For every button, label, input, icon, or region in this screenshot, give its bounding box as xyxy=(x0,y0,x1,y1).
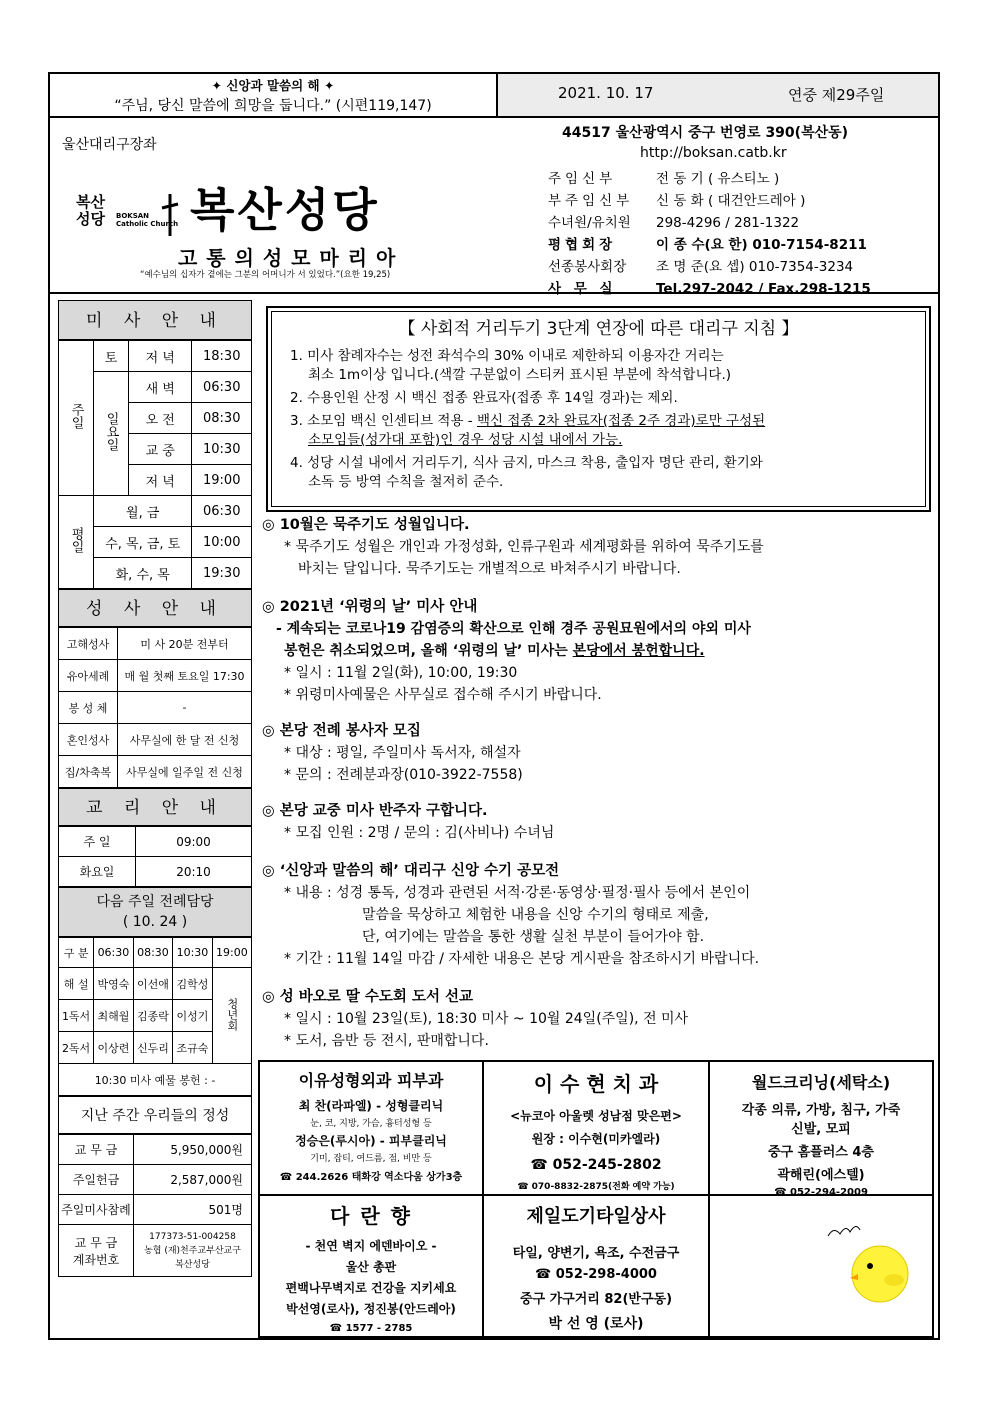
weekday-day: 수, 목, 금, 토 xyxy=(94,527,192,558)
youth-cell xyxy=(212,968,251,1064)
catechism-key: 주 일 xyxy=(59,827,136,857)
logo-small xyxy=(76,194,105,228)
announcement-book-mission xyxy=(262,986,932,1052)
announcement-line: 바치는 달입니다. 묵주기도는 개별적으로 바쳐주시기 바랍니다. xyxy=(298,561,681,577)
liturgy-person: 신두리 xyxy=(133,1032,173,1064)
ad-phone: ☎ 1577 - 2785 xyxy=(329,1323,413,1334)
weekday-day: 월, 금 xyxy=(94,496,192,527)
liturgy-role: 해 설 xyxy=(59,968,94,1000)
announcement-line: * 대상 : 평일, 주일미사 독서자, 해설자 xyxy=(284,745,521,761)
catechism-table xyxy=(58,826,252,887)
patron-quote: “예수님의 십자가 곁에는 그분의 어머니가 서 있었다.”(요한 19,25) xyxy=(140,270,391,280)
announcement-liturgy-volunteers xyxy=(262,720,932,786)
liturgy-person: 조규숙 xyxy=(173,1032,213,1064)
sacrament-value: 사무실에 일주일 전 신청 xyxy=(118,756,252,788)
weekday-time: 10:00 xyxy=(192,527,252,558)
logo-english-line1: BOKSAN xyxy=(116,212,150,220)
ad-phone: ☎ 052-298-4000 xyxy=(535,1267,657,1282)
theme-verse: “주님, 당신 말씀에 희망을 둡니다.” (시편119,147) xyxy=(114,98,432,114)
sat-day: 토 xyxy=(94,341,129,372)
liturgy-person: 이선애 xyxy=(133,968,173,1000)
account-value xyxy=(134,1225,252,1277)
info-key: 주임신부 xyxy=(548,171,617,187)
notice-item-3c: 소모임들(성가대 포함)인 경우 성당 시설 내에서 가능. xyxy=(308,432,623,448)
catechism-title: 교 리 안 내 xyxy=(58,788,252,826)
liturgy-role: 2독서 xyxy=(59,1032,94,1064)
ad-wallpaper xyxy=(259,1195,483,1337)
sacrament-title: 성 사 안 내 xyxy=(58,589,252,627)
ad-line: - 천연 벽지 에덴바이오 - xyxy=(305,1239,437,1253)
liturgy-person: 박영숙 xyxy=(94,968,134,1000)
ad-phone: ☎ 052-294-2009 xyxy=(774,1187,868,1195)
announcement-line: * 기간 : 11월 14일 마감 / 자세한 내용은 본당 게시판을 참조하시기 바랍니다. xyxy=(284,951,760,967)
info-value: 조 명 준(요 셉) 010-7354-3234 xyxy=(656,259,854,275)
liturgy-table xyxy=(58,937,252,1096)
weekday-day: 화, 수, 목 xyxy=(94,558,192,589)
info-value: Tel.297-2042 / Fax.298-1215 xyxy=(656,281,871,297)
notice-item-3b: 백신 접종 2차 완료자(접종 2주 경과)로만 구성된 xyxy=(476,413,766,429)
weekday-time: 06:30 xyxy=(192,496,252,527)
ad-title: 이 수 현 치 과 xyxy=(533,1072,659,1096)
announcement-all-souls xyxy=(262,596,932,706)
info-key: 사 무 실 xyxy=(548,281,617,297)
announcement-line: * 일시 : 10월 23일(토), 18:30 미사 ~ 10월 24일(주일), 전 미사 xyxy=(284,1011,689,1027)
offering-key: 주일헌금 xyxy=(59,1165,134,1195)
sat-time: 18:30 xyxy=(192,341,252,372)
sacrament-key: 혼인성사 xyxy=(59,724,118,756)
chick-illustration-box xyxy=(709,1195,933,1337)
logo-small-line2: 성당 xyxy=(76,210,105,228)
parish-name: 복산성당 xyxy=(190,183,380,237)
catechism-value: 09:00 xyxy=(136,827,252,857)
notice-box xyxy=(266,306,931,512)
ad-line: 최 찬(라파엘) - 성형클리닉 xyxy=(298,1099,444,1113)
liturgy-person: 이성기 xyxy=(173,1000,213,1032)
info-row-funeral xyxy=(548,255,928,275)
liturgy-head: 구 분 xyxy=(59,938,94,968)
year-theme: ✦ 신앙과 말씀의 해 ✦ xyxy=(211,78,335,93)
sacrament-value: 매 월 첫째 토요일 17:30 xyxy=(118,660,252,692)
announcement-heading: ◎ 본당 교중 미사 반주자 구합니다. xyxy=(262,803,488,819)
mass-title: 미 사 안 내 xyxy=(58,300,252,340)
liturgy-head: 08:30 xyxy=(133,938,173,968)
notice-item-4a: 4. 성당 시설 내에서 거리두기, 식사 금지, 마스크 착용, 출입자 명단 관리, 환기와 xyxy=(290,455,763,471)
info-value: 이 종 수(요 한) 010-7154-8211 xyxy=(656,237,867,253)
sacrament-value: - xyxy=(118,692,252,724)
cross-icon xyxy=(158,192,180,238)
info-key: 평협회장 xyxy=(548,237,617,253)
sun-mass-time: 06:30 xyxy=(192,372,252,403)
ad-line: 기미, 잡티, 여드름, 점, 비만 등 xyxy=(310,1154,432,1164)
motto-box xyxy=(50,74,498,116)
ad-line: 중구 홈플러스 4층 xyxy=(767,1145,874,1160)
ad-phone: ☎ 070-8832-2875(전화 예약 가능) xyxy=(517,1182,675,1192)
ad-line: 눈, 코, 지방, 가슴, 흉터성형 등 xyxy=(310,1119,432,1129)
youth-label: 청년회 xyxy=(225,997,239,1031)
ad-line: 타일, 양변기, 욕조, 수전금구 xyxy=(512,1246,680,1261)
catechism-key: 화요일 xyxy=(59,857,136,887)
ad-phone: ☎ 052-245-2802 xyxy=(530,1157,662,1173)
ad-line: 편백나무벽지로 건강을 지키세요 xyxy=(285,1281,457,1295)
info-value: 전 동 기 ( 유스티노 ) xyxy=(656,171,780,187)
announcement-heading: ◎ 10월은 묵주기도 성월입니다. xyxy=(262,517,470,533)
announcement-heading: ◎ 본당 전례 봉사자 모집 xyxy=(262,723,421,739)
info-row-convent xyxy=(548,211,928,231)
announcement-line: 말씀을 묵상하고 체험한 내용을 신앙 수기의 형태로 제출, xyxy=(362,907,709,923)
offering-key: 주일미사참례 xyxy=(59,1195,134,1225)
sun-mass-name: 교 중 xyxy=(129,434,192,465)
ad-line: 정승은(루시아) - 피부클리닉 xyxy=(295,1134,447,1148)
info-row-assistant xyxy=(548,189,928,209)
announcement-line: * 모집 인원 : 2명 / 문의 : 김(사비나) 수녀님 xyxy=(284,825,555,841)
ad-tile xyxy=(483,1195,709,1337)
info-value: 신 동 화 ( 대건안드레아 ) xyxy=(656,193,806,209)
sun-mass-name: 새 벽 xyxy=(129,372,192,403)
liturgical-week: 연중 제29주일 xyxy=(788,86,885,104)
info-row-council xyxy=(548,233,928,253)
sun-mass-time: 19:00 xyxy=(192,465,252,496)
notice-item-1b: 최소 1m이상 입니다.(색깔 구분없이 스티커 표시된 부분에 착석합니다.) xyxy=(308,367,732,383)
info-row-office xyxy=(548,277,928,297)
ad-plastic-surgery xyxy=(259,1061,483,1195)
notice-item-1a: 1. 미사 참례자수는 성전 좌석수의 30% 이내로 제한하되 이용자간 거리는 xyxy=(290,348,724,364)
bulletin-date: 2021. 10. 17 xyxy=(558,84,654,102)
weekday-label-text: 평일 xyxy=(68,527,84,553)
account-number: 177373-51-004258 xyxy=(149,1231,236,1242)
notice-item-3 xyxy=(290,412,925,431)
notice-title: 【 사회적 거리두기 3단계 연장에 따른 대리구 지침 】 xyxy=(398,319,799,339)
sacrament-key: 집/차축복 xyxy=(59,756,118,788)
header-bar xyxy=(50,74,938,118)
sun-mass-name: 오 전 xyxy=(129,403,192,434)
sacrament-table xyxy=(58,627,252,788)
left-column xyxy=(58,300,252,1277)
ad-dental xyxy=(483,1061,709,1195)
offering-value: 5,950,000원 xyxy=(134,1135,252,1165)
patron-saint: 고 통 의 성 모 마 리 아 xyxy=(178,246,397,270)
ad-title: 월드크리닝(세탁소) xyxy=(751,1073,891,1092)
website-url[interactable]: http://boksan.catb.kr xyxy=(640,145,787,161)
ad-title: 이유성형외과 피부과 xyxy=(298,1071,444,1090)
sunday-sub-label xyxy=(94,372,129,496)
weekday-label xyxy=(59,496,94,589)
sun-mass-name: 저 녁 xyxy=(129,465,192,496)
logo-english-line2: Catholic Church xyxy=(116,220,179,228)
sacrament-value: 사무실에 한 달 전 신청 xyxy=(118,724,252,756)
liturgy-title xyxy=(58,887,252,937)
announcement-rosary xyxy=(262,514,932,580)
info-key: 수녀원/유치원 xyxy=(548,215,631,231)
sacrament-key: 유아세례 xyxy=(59,660,118,692)
sat-name: 저 녁 xyxy=(129,341,192,372)
sunday-label xyxy=(59,341,94,496)
announcement-line-part: 봉헌은 취소되었으며, 올해 ‘위령의 날’ 미사는 xyxy=(284,643,573,659)
liturgy-person: 최해월 xyxy=(94,1000,134,1032)
ad-line: <뉴코아 아울렛 성남점 맞은편> xyxy=(510,1109,682,1123)
notice-item-4b: 소독 등 방역 수칙을 철저히 준수. xyxy=(308,474,504,490)
sacrament-key: 고해성사 xyxy=(59,628,118,660)
info-key: 부주임신부 xyxy=(548,193,634,209)
announcement-line: 단, 여기에는 말씀을 통한 생활 실천 부분이 들어가야 함. xyxy=(362,929,705,945)
ad-line: 각종 의류, 가방, 침구, 가죽 xyxy=(741,1103,901,1118)
offering-title: 지난 주간 우리들의 정성 xyxy=(58,1096,252,1134)
sun-mass-time: 10:30 xyxy=(192,434,252,465)
announcement-line: * 내용 : 성경 통독, 성경과 관련된 서적·강론·동영상·필정·필사 등에서 본인이 xyxy=(284,885,751,901)
info-row-pastor xyxy=(548,167,928,187)
announcement-organist xyxy=(262,800,932,844)
announcement-line: * 일시 : 11월 2일(화), 10:00, 19:30 xyxy=(284,665,518,681)
info-key: 선종봉사회장 xyxy=(548,259,627,275)
liturgy-role: 1독서 xyxy=(59,1000,94,1032)
notice-inner xyxy=(271,311,926,507)
account-holder: 복산성당 xyxy=(175,1259,210,1270)
liturgy-date: ( 10. 24 ) xyxy=(122,914,188,930)
offering-value: 2,587,000원 xyxy=(134,1165,252,1195)
notice-item-2: 2. 수용인원 산정 시 백신 접종 완료자(접종 후 14일 경과)는 제외. xyxy=(290,390,678,406)
liturgy-head: 06:30 xyxy=(94,938,134,968)
announcement-heading: ◎ 2021년 ‘위령의 날’ 미사 안내 xyxy=(262,599,478,615)
sunday-label-text: 주일 xyxy=(68,403,84,429)
ads-area xyxy=(258,1060,934,1338)
announcement-heading: ◎ ‘신앙과 말씀의 해’ 대리구 신앙 수기 공모전 xyxy=(262,863,560,879)
ad-line: 박선영(로사), 정진봉(안드레아) xyxy=(286,1302,456,1316)
liturgy-head: 19:00 xyxy=(212,938,251,968)
sunday-sub-text: 일요일 xyxy=(103,412,119,451)
liturgy-person: 김종락 xyxy=(133,1000,173,1032)
account-bank: 농협 (재)천주교부산교구 xyxy=(144,1245,241,1256)
ad-line: 울산 총판 xyxy=(345,1260,397,1274)
ad-cleaning xyxy=(709,1061,933,1195)
weekday-time: 19:30 xyxy=(192,558,252,589)
account-key: 교 무 금 계좌번호 xyxy=(59,1225,134,1277)
liturgy-person: 김학성 xyxy=(173,968,213,1000)
chick-icon xyxy=(820,1220,920,1310)
bulletin-page xyxy=(48,72,940,1340)
parish-header xyxy=(50,118,938,297)
ad-line: 원장 : 이수현(미카엘라) xyxy=(531,1132,661,1146)
ad-line: 박 선 영 (로사) xyxy=(548,1316,644,1332)
sacrament-key: 봉 성 체 xyxy=(59,692,118,724)
announcement-essay-contest xyxy=(262,860,932,970)
announcement-line xyxy=(262,640,932,662)
diocese-label: 울산대리구장좌 xyxy=(62,137,157,153)
catechism-value: 20:10 xyxy=(136,857,252,887)
offering-value: 501명 xyxy=(134,1195,252,1225)
announcement-line-underlined: 본당에서 봉헌합니다. xyxy=(572,643,705,659)
liturgy-title-text: 다음 주일 전례담당 xyxy=(96,894,214,910)
notice-item-3a: 3. 소모임 백신 인센티브 적용 - xyxy=(290,413,477,429)
announcement-line: * 묵주기도 성월은 개인과 가정성화, 인류구원과 세계평화를 위하여 묵주기도를 xyxy=(284,539,764,555)
offering-key: 교 무 금 xyxy=(59,1135,134,1165)
ad-line: 중구 가구거리 82(반구동) xyxy=(519,1292,673,1307)
address: 44517 울산광역시 중구 번영로 390(복산동) xyxy=(562,125,849,141)
liturgy-head: 10:30 xyxy=(173,938,213,968)
ad-phone: ☎ 244.2626 태화강 역소다움 상가3층 xyxy=(279,1172,463,1183)
announcement-line: * 문의 : 전례분과장(010-3922-7558) xyxy=(284,767,523,783)
sun-mass-time: 08:30 xyxy=(192,403,252,434)
offering-note: 10:30 미사 예물 봉헌 : - xyxy=(59,1064,252,1096)
announcement-line: - 계속되는 코로나19 감염증의 확산으로 인해 경주 공원묘원에서의 야외 미사 xyxy=(276,621,751,637)
logo-small-line1: 복산 xyxy=(76,193,105,211)
date-box xyxy=(498,74,938,116)
ad-line: 곽해린(에스텔) xyxy=(777,1168,865,1183)
ad-title: 다 란 향 xyxy=(330,1204,412,1228)
offering-table xyxy=(58,1134,252,1277)
announcement-line: * 위령미사예물은 사무실로 접수해 주시기 바랍니다. xyxy=(284,687,602,703)
mass-table xyxy=(58,340,252,589)
info-value: 298-4296 / 281-1322 xyxy=(656,215,800,231)
announcement-line: * 도서, 음반 등 전시, 판매합니다. xyxy=(284,1033,489,1049)
announcement-heading: ◎ 성 바오로 딸 수도회 도서 선교 xyxy=(262,989,474,1005)
ad-title: 제일도기타일상사 xyxy=(526,1206,666,1227)
ad-line: 신발, 모피 xyxy=(791,1122,851,1137)
liturgy-person: 이상련 xyxy=(94,1032,134,1064)
sacrament-value: 미 사 20분 전부터 xyxy=(118,628,252,660)
